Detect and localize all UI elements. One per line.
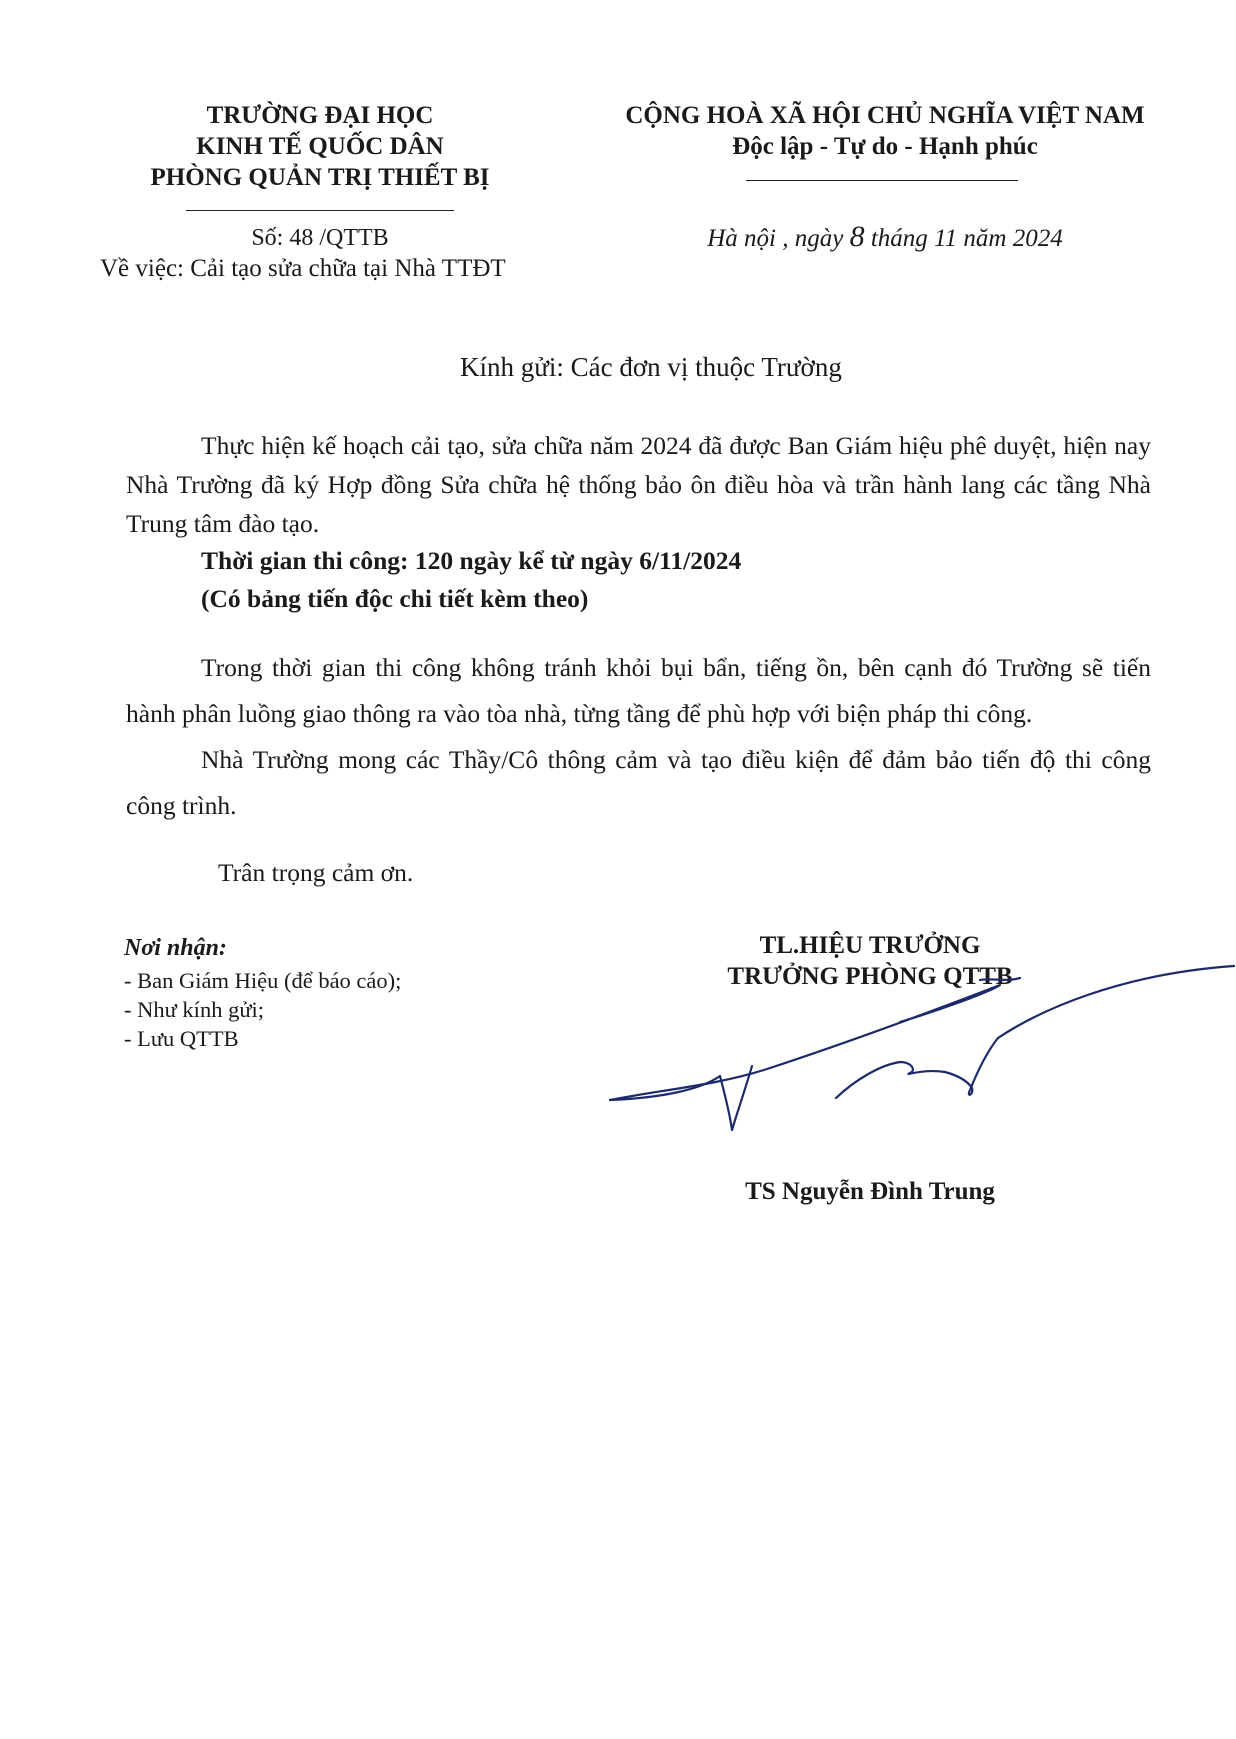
country-name: CỘNG HOÀ XÃ HỘI CHỦ NGHĨA VIỆT NAM	[625, 102, 1145, 129]
recipient-item: - Như kính gửi;	[124, 997, 265, 1022]
body-paragraph-2: Trong thời gian thi công không tránh khỏi bụi bẩn, tiếng ồn, bên cạnh đó Trường sẽ tiến hành phân luồng giao thông ra vào tòa nhà, từng tầng để phù hợp với biện pháp thi công.	[126, 653, 1151, 728]
university-name-line1: TRƯỜNG ĐẠI HỌC	[206, 102, 434, 129]
right-header-divider	[746, 180, 1018, 181]
document-number	[130, 225, 510, 252]
recipients-list	[124, 966, 401, 1053]
date-prefix: Hà nội , ngày	[707, 225, 844, 252]
recipients-title: Nơi nhận:	[124, 935, 227, 961]
signature-stroke	[610, 1066, 752, 1130]
signer-position: TRƯỞNG PHÒNG QTTB	[727, 963, 1013, 990]
left-header-divider	[186, 210, 454, 211]
university-name-line2: KINH TẾ QUỐC DÂN	[196, 133, 444, 160]
national-motto	[600, 100, 1170, 162]
signer-name: TS Nguyễn Đình Trung	[745, 1178, 995, 1205]
document-number-label: Số:	[251, 225, 284, 251]
signature-stroke	[610, 985, 1000, 1100]
closing-thanks: Trân trọng cảm ơn.	[218, 858, 414, 887]
schedule-note: (Có bảng tiến độc chi tiết kèm theo)	[201, 584, 589, 613]
document-subject: Về việc: Cải tạo sửa chữa tại Nhà TTĐT	[100, 255, 506, 282]
date-rest: tháng 11 năm 2024	[870, 225, 1063, 252]
addressee-line: Kính gửi: Các đơn vị thuộc Trường	[460, 352, 842, 382]
body-paragraph-3: Nhà Trường mong các Thầy/Cô thông cảm và tạo điều kiện để đảm bảo tiến độ thi công công trình.	[126, 745, 1151, 820]
signature-stroke	[836, 966, 1234, 1098]
signer-authority: TL.HIỆU TRƯỞNG	[759, 932, 981, 959]
issue-date	[600, 220, 1170, 254]
body-paragraph-1: Thực hiện kế hoạch cải tạo, sửa chữa năm 2024 đã được Ban Giám hiệu phê duyệt, hiện nay Nhà Trường đã ký Hợp đồng Sửa chữa hệ thống bảo ôn điều hòa và trần hành lang các tầng Nhà Trung tâm đào tạo.	[126, 431, 1151, 538]
date-day: 8	[849, 220, 865, 253]
recipient-item: - Lưu QTTB	[124, 1026, 239, 1051]
department-name: PHÒNG QUẢN TRỊ THIẾT BỊ	[150, 164, 490, 191]
handwritten-signature	[600, 940, 1236, 1150]
signature-stroke	[980, 978, 1020, 980]
document-number-value: 48 /QTTB	[289, 225, 389, 251]
issuing-organization	[130, 100, 510, 193]
motto: Độc lập - Tự do - Hạnh phúc	[732, 133, 1038, 160]
construction-time: Thời gian thi công: 120 ngày kể từ ngày 6/11/2024	[201, 546, 742, 575]
recipient-item: - Ban Giám Hiệu (để báo cáo);	[124, 968, 402, 993]
